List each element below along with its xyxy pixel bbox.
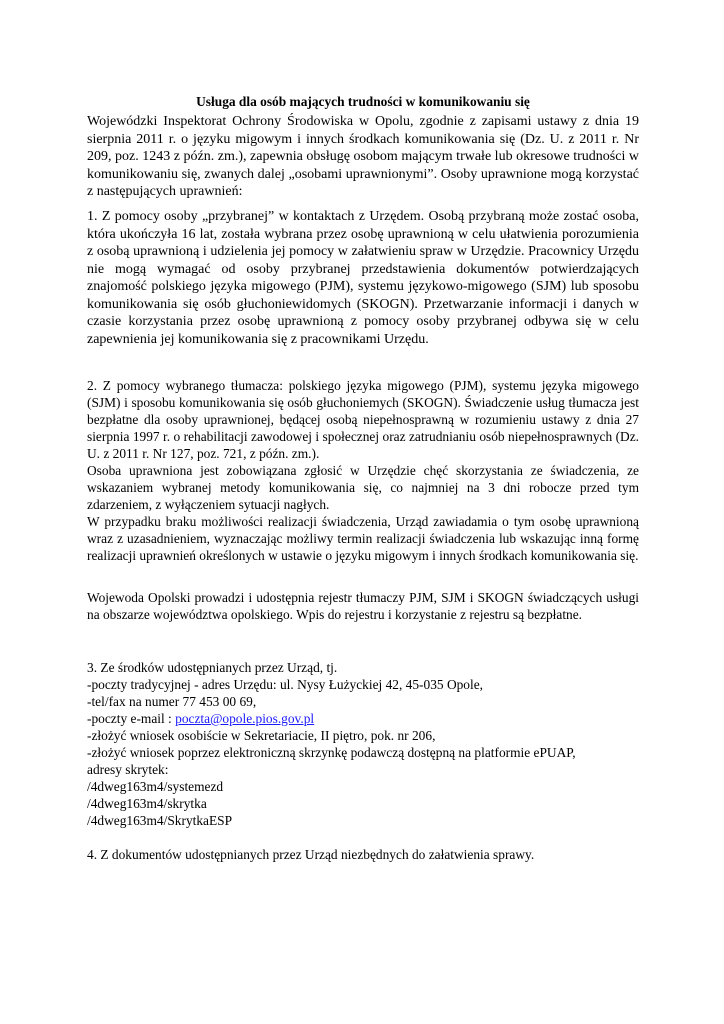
section-4	[87, 846, 639, 863]
mail-address: -poczty tradycyjnej - adres Urzędu: ul. Nysy Łużyckiej 42, 45-035 Opole,	[87, 677, 484, 692]
registry-paragraph	[87, 589, 639, 623]
telfax-line: -tel/fax na numer 77 453 00 69,	[87, 694, 257, 709]
section-1-text: 1. Z pomocy osoby „przybranej” w kontaktach z Urzędem. Osobą przybraną może zostać osoba, która ukończyła 16 lat, została wybrana przez osobę uprawnioną w celu ułatwienia porozumienia z osobą uprawnioną i udzielenia jej pomocy w załatwieniu spraw w Urzędzie. Pracownicy Urzędu nie mogą wymagać od osoby przybranej przedstawienia dokumentów potwierdzających znajomość polskiego języka migowego (PJM), systemu językowo-migowego (SJM) lub sposobu komunikowania się osób głuchoniewidomych (SKOGN). Przetwarzanie informacji i danych w czasie korzystania przez osobę uprawnioną z pomocy osoby przybranej odbywa się w celu zapewnienia jej komunikowania się z pracownikami Urzędu.	[87, 209, 639, 347]
intro-paragraph	[87, 113, 639, 201]
section-2-paragraph-3: W przypadku braku możliwości realizacji świadczenia, Urząd zawiadamia o tym osobę uprawnioną wraz z uzasadnieniem, wyznaczając możliwy termin realizacji świadczenia lub wskazując inną formę realizacji uprawnień określonych w ustawie o języku migowym i innych środkach komunikowania się.	[87, 514, 639, 563]
epuap-box: /4dweg163m4/systemezd	[87, 779, 224, 794]
email-link[interactable]: poczta@opole.pios.gov.pl	[175, 711, 315, 726]
epuap-box: /4dweg163m4/SkrytkaESP	[87, 813, 233, 828]
in-person-line: -złożyć wniosek osobiście w Sekretariacie, II piętro, pok. nr 206,	[87, 728, 436, 743]
registry-text: Wojewoda Opolski prowadzi i udostępnia rejestr tłumaczy PJM, SJM i SKOGN świadczących usługi na obszarze województwa opolskiego. Wpis do rejestru i korzystanie z rejestru są bezpłatne.	[87, 590, 639, 622]
section-1	[87, 208, 639, 348]
boxes-label: adresy skrytek:	[87, 762, 169, 777]
section-2-paragraph-1: 2. Z pomocy wybranego tłumacza: polskiego języka migowego (PJM), systemu języka migowego (SJM) i sposobu komunikowania się osób głuchoniemych (SKOGN). Świadczenie usług tłumacza jest bezpłatne dla osoby uprawnionej, będącej osobą niepełnosprawną w rozumieniu ustawy z dnia 27 sierpnia 1997 r. o rehabilitacji zawodowej i społecznej oraz zatrudnianiu osób niepełnosprawnych (Dz. U. z 2011 r. Nr 127, poz. 721, z późn. zm.).	[87, 378, 639, 461]
epuap-line: -złożyć wniosek poprzez elektroniczną skrzynkę podawczą dostępną na platformie ePUAP,	[87, 745, 576, 760]
section-2-paragraph-2: Osoba uprawniona jest zobowiązana zgłosić w Urzędzie chęć skorzystania ze świadczenia, ze wskazaniem wybranej metody komunikowania się, co najmniej na 3 dni robocze przed tym zdarzeniem, z wyłączeniem sytuacji nagłych.	[87, 463, 639, 512]
epuap-box: /4dweg163m4/skrytka	[87, 796, 207, 811]
email-line	[87, 710, 639, 727]
section-2	[87, 377, 639, 564]
section-3	[87, 659, 639, 829]
section-4-text: 4. Z dokumentów udostępnianych przez Urząd niezbędnych do załatwienia sprawy.	[87, 847, 535, 862]
section-3-heading: 3. Ze środków udostępnianych przez Urząd, tj.	[87, 660, 338, 675]
email-prefix: -poczty e-mail :	[87, 711, 176, 726]
page-title: Usługa dla osób mających trudności w komunikowaniu się	[196, 94, 530, 109]
intro-text: Wojewódzki Inspektorat Ochrony Środowiska w Opolu, zgodnie z zapisami ustawy z dnia 19 sierpnia 2011 r. o języku migowym i innych środkach komunikowania się (Dz. U. z 2011 r. Nr 209, poz. 1243 z późn. zm.), zapewnia obsługę osobom mającym trwałe lub okresowe trudności w komunikowaniu się, zwanych dalej „osobami uprawnionymi”. Osoby uprawnione mogą korzystać z następujących uprawnień:	[87, 114, 639, 199]
